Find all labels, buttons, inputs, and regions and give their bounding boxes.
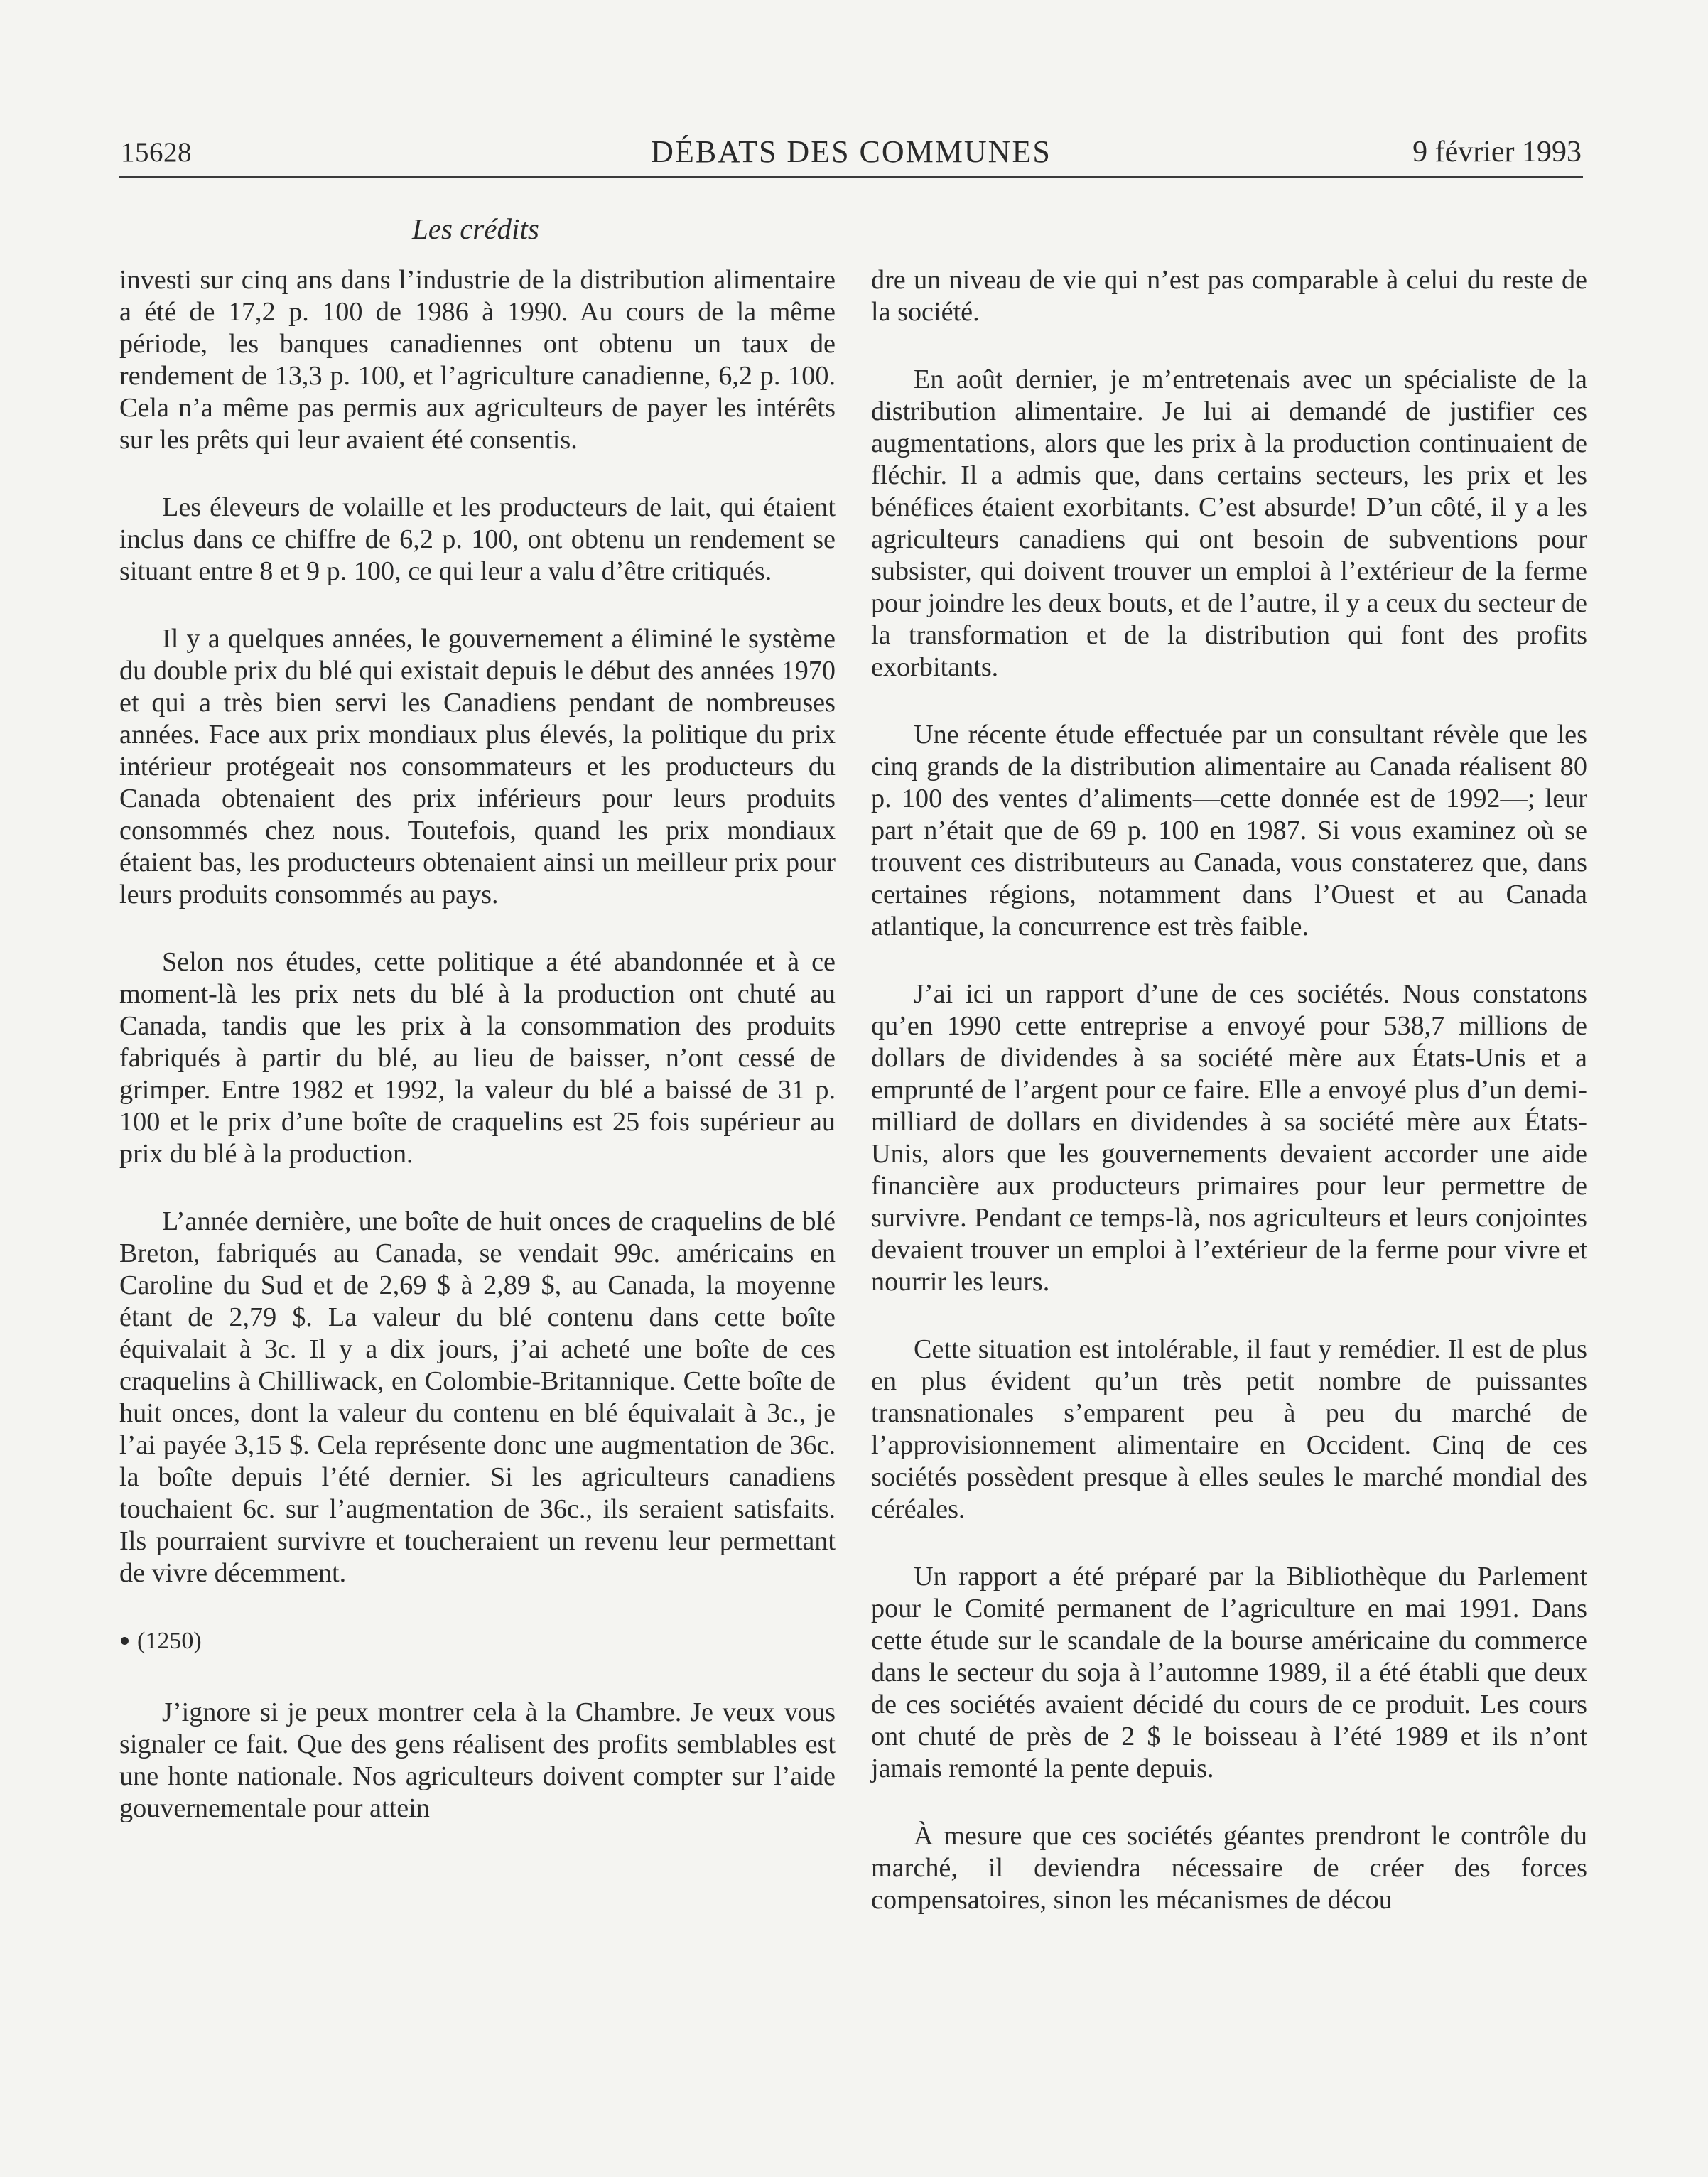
page-number: 15628 [121,137,192,168]
section-title: Les crédits [412,212,539,245]
paragraph: Cette situation est intolérable, il faut y remédier. Il est de plus en plus évident qu’un très petit nombre de puissantes transnationales s’emparent peu à peu du marché de l’approvisionnement alimentaire en Occident. Cinq de ces sociétés possèdent presque à elles seules le marché mondial des céréales. [871,1334,1587,1524]
right-column [871,264,1587,1952]
paragraph: J’ignore si je peux montrer cela à la Chambre. Je veux vous signaler ce fait. Que des gens réalisent des profits semblables est une honte nationale. Nos agriculteurs doivent compter sur l’aide gouvernementale pour attein [119,1697,836,1823]
bullet-icon [121,1637,129,1645]
timestamp-text: (1250) [137,1628,202,1654]
paragraph: dre un niveau de vie qui n’est pas comparable à celui du reste de la société. [871,265,1587,327]
paragraph: Selon nos études, cette politique a été abandonnée et à ce moment-là les prix nets du blé à la production ont chuté au Canada, tandis que les prix à la consommation des produits fabriqués à partir du blé, au lieu de baisser, n’ont cessé de grimper. Entre 1982 et 1992, la valeur du blé a baissé de 31 p. 100 et le prix d’une boîte de craquelins est 25 fois supérieur au prix du blé à la production. [119,947,836,1169]
issue-date: 9 février 1993 [1412,136,1582,168]
timestamp-marker [119,1625,836,1657]
paragraph: Une récente étude effectuée par un consultant révèle que les cinq grands de la distribution alimentaire au Canada réalisent 80 p. 100 des ventes d’aliments—cette donnée est de 1992—; leur part n’était que de 69 p. 100 en 1987. Si vous examinez où se trouvent ces distributeurs au Canada, vous constaterez que, dans certaines régions, notamment dans l’Ouest et au Canada atlantique, la concurrence est très faible. [871,720,1587,941]
journal-title [119,134,1583,170]
paragraph: Il y a quelques années, le gouvernement a éliminé le système du double prix du blé qui existait depuis le début des années 1970 et qui a très bien servi les Canadiens pendant de nombreuses années. Face aux prix mondiaux plus élevés, la politique du prix intérieur protégeait nos consommateurs et les producteurs du Canada obtenaient des prix inférieurs pour leurs produits consommés chez nous. Toutefois, quand les prix mondiaux étaient bas, les producteurs obtenaient ainsi un meilleur prix pour leurs produits consommés au pays. [119,624,836,909]
page-header [119,132,1583,178]
paragraph: À mesure que ces sociétés géantes prendront le contrôle du marché, il deviendra nécessaire de créer des forces compensatoires, sinon les mécanismes de décou [871,1821,1587,1915]
paragraph: J’ai ici un rapport d’une de ces sociétés. Nous constatons qu’en 1990 cette entreprise a envoyé pour 538,7 millions de dollars de dividendes à sa société mère aux États-Unis et a emprunté de l’argent pour ce faire. Elle a envoyé plus d’un demi-milliard de dollars en dividendes à sa société mère aux États-Unis, alors que les gouvernements devaient accorder une aide financière aux producteurs primaires pour leur permettre de survivre. Pendant ce temps-là, nos agriculteurs et leurs conjointes devaient trouver un emploi à l’extérieur de la ferme pour vivre et nourrir les leurs. [871,979,1587,1297]
journal-title-text: DÉBATS DES COMMUNES [651,134,1052,169]
paragraph: En août dernier, je m’entretenais avec un spécialiste de la distribution alimentaire. Je lui ai demandé de justifier ces augmentations, alors que les prix à la production continuaient de fléchir. Il a admis que, dans certains secteurs, les prix et les bénéfices étaient exorbitants. C’est absurde! D’un côté, il y a les agriculteurs canadiens qui ont besoin de subventions pour subsister, qui doivent trouver un emploi à l’extérieur de la ferme pour joindre les deux bouts, et de l’autre, il y a ceux du secteur de la transformation et de la distribution qui font des profits exorbitants. [871,364,1587,682]
left-column [119,264,836,1860]
paragraph: L’année dernière, une boîte de huit onces de craquelins de blé Breton, fabriqués au Canada, se vendait 99c. américains en Caroline du Sud et de 2,69 $ à 2,89 $, au Canada, la moyenne étant de 2,79 $. La valeur du blé contenu dans cette boîte équivalait à 3c. Il y a dix jours, j’ai acheté une boîte de ces craquelins à Chilliwack, en Colombie-Britannique. Cette boîte de huit onces, dont la valeur du contenu en blé équivalait à 3c., je l’ai payée 3,15 $. Cela représente donc une augmentation de 36c. la boîte depuis l’été dernier. Si les agriculteurs canadiens touchaient 6c. sur l’augmentation de 36c., ils seraient satisfaits. Ils pourraient survivre et toucheraient un revenu leur permettant de vivre décemment. [119,1206,836,1588]
paragraph: Un rapport a été préparé par la Bibliothèque du Parlement pour le Comité permanent de l’agriculture en mai 1991. Dans cette étude sur le scandale de la bourse américaine du commerce dans le secteur du soja à l’automne 1989, il a été établi que deux de ces sociétés avaient décidé du cours de ce produit. Les cours ont chuté de près de 2 $ le boisseau à l’été 1989 et ils n’ont jamais remonté la pente depuis. [871,1562,1587,1783]
paragraph: Les éleveurs de volaille et les producteurs de lait, qui étaient inclus dans ce chiffre de 6,2 p. 100, ont obtenu un rendement se situant entre 8 et 9 p. 100, ce qui leur a valu d’être critiqués. [119,492,836,586]
paragraph: investi sur cinq ans dans l’industrie de la distribution alimentaire a été de 17,2 p. 100 de 1986 à 1990. Au cours de la même période, les banques canadiennes ont obtenu un taux de rendement de 13,3 p. 100, et l’agriculture canadienne, 6,2 p. 100. Cela n’a même pas permis aux agriculteurs de payer les intérêts sur les prêts qui leur avaient été consentis. [119,265,836,455]
